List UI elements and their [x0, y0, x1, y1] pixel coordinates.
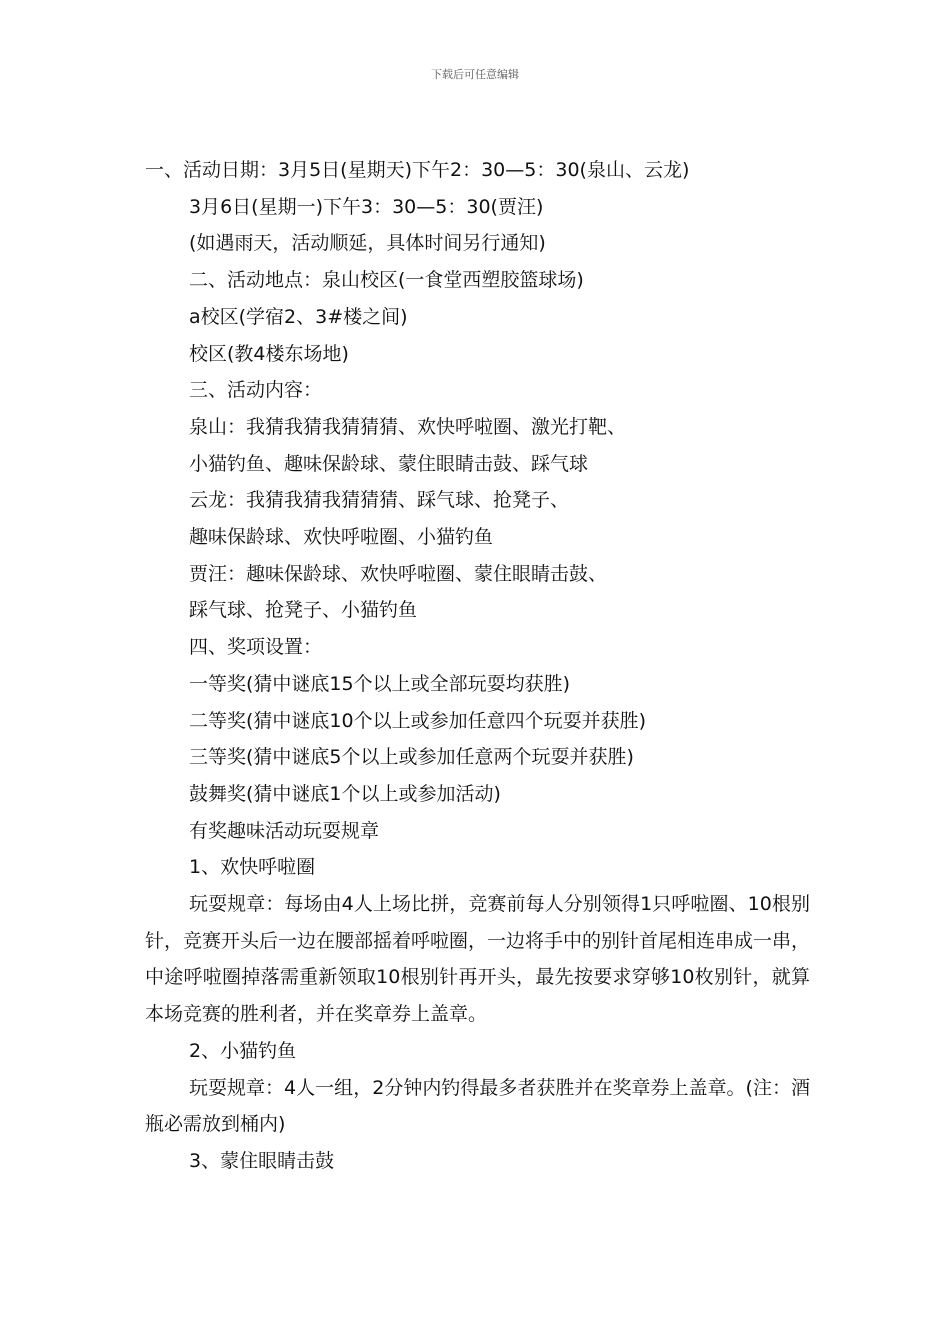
encouragement-prize: 鼓舞奖(猜中谜底1个以上或参加活动): [189, 782, 501, 805]
second-prize: 二等奖(猜中谜底10个以上或参加任意四个玩耍并获胜): [189, 709, 647, 732]
quanshan-activities: 泉山：我猜我猜我猜猜猜、欢快呼啦圈、激光打靶、: [189, 415, 627, 438]
awards-heading: 四、奖项设置：: [189, 636, 323, 659]
yunlong-activities-cont: 趣味保龄球、欢快呼啦圈、小猫钓鱼: [189, 526, 494, 549]
document-body: [145, 152, 810, 1180]
rules-title: 有奖趣味活动玩耍规章: [189, 819, 380, 842]
page-header-note: 下载后可任意编辑: [431, 68, 519, 81]
activity-date-line-2: 3月6日(星期一)下午3：30—5：30(贾汪): [189, 195, 544, 218]
game-2-rules: 玩耍规章：4人一组，2分钟内钓得最多者获胜并在奖章券上盖章。(注：酒瓶必需放到桶内): [145, 1076, 810, 1136]
location-campus: 校区(教4楼东场地): [189, 342, 349, 365]
location-a-campus: a校区(学宿2、3#楼之间): [189, 305, 408, 328]
activity-content-heading: 三、活动内容：: [189, 379, 323, 402]
jiawang-activities: 贾汪：趣味保龄球、欢快呼啦圈、蒙住眼睛击鼓、: [189, 562, 608, 585]
quanshan-activities-cont: 小猫钓鱼、趣味保龄球、蒙住眼睛击鼓、踩气球: [189, 452, 589, 475]
activity-location-heading: 二、活动地点：泉山校区(一食堂西塑胶篮球场): [189, 269, 584, 292]
game-3-title: 3、蒙住眼睛击鼓: [189, 1149, 335, 1172]
game-2-title: 2、小猫钓鱼: [189, 1039, 297, 1062]
third-prize: 三等奖(猜中谜底5个以上或参加任意两个玩耍并获胜): [189, 746, 634, 769]
yunlong-activities: 云龙：我猜我猜我猜猜猜、踩气球、抢凳子、: [189, 489, 570, 512]
game-1-rules: 玩耍规章：每场由4人上场比拼，竞赛前每人分别领得1只呼啦圈、10根别针，竞赛开头后一边在腰部摇着呼啦圈，一边将手中的别针首尾相连串成一串，中途呼啦圈掉落需重新领取10根别针再开头，最先按要求穿够10枚别针，就算本场竞赛的胜利者，并在奖章券上盖章。: [145, 893, 811, 1026]
rain-note: (如遇雨天，活动顺延，具体时间另行通知): [189, 232, 546, 255]
game-1-title: 1、欢快呼啦圈: [189, 856, 316, 879]
jiawang-activities-cont: 踩气球、抢凳子、小猫钓鱼: [189, 599, 418, 622]
activity-date-line: 一、活动日期：3月5日(星期天)下午2：30—5：30(泉山、云龙): [145, 159, 690, 181]
first-prize: 一等奖(猜中谜底15个以上或全部玩耍均获胜): [189, 672, 571, 695]
